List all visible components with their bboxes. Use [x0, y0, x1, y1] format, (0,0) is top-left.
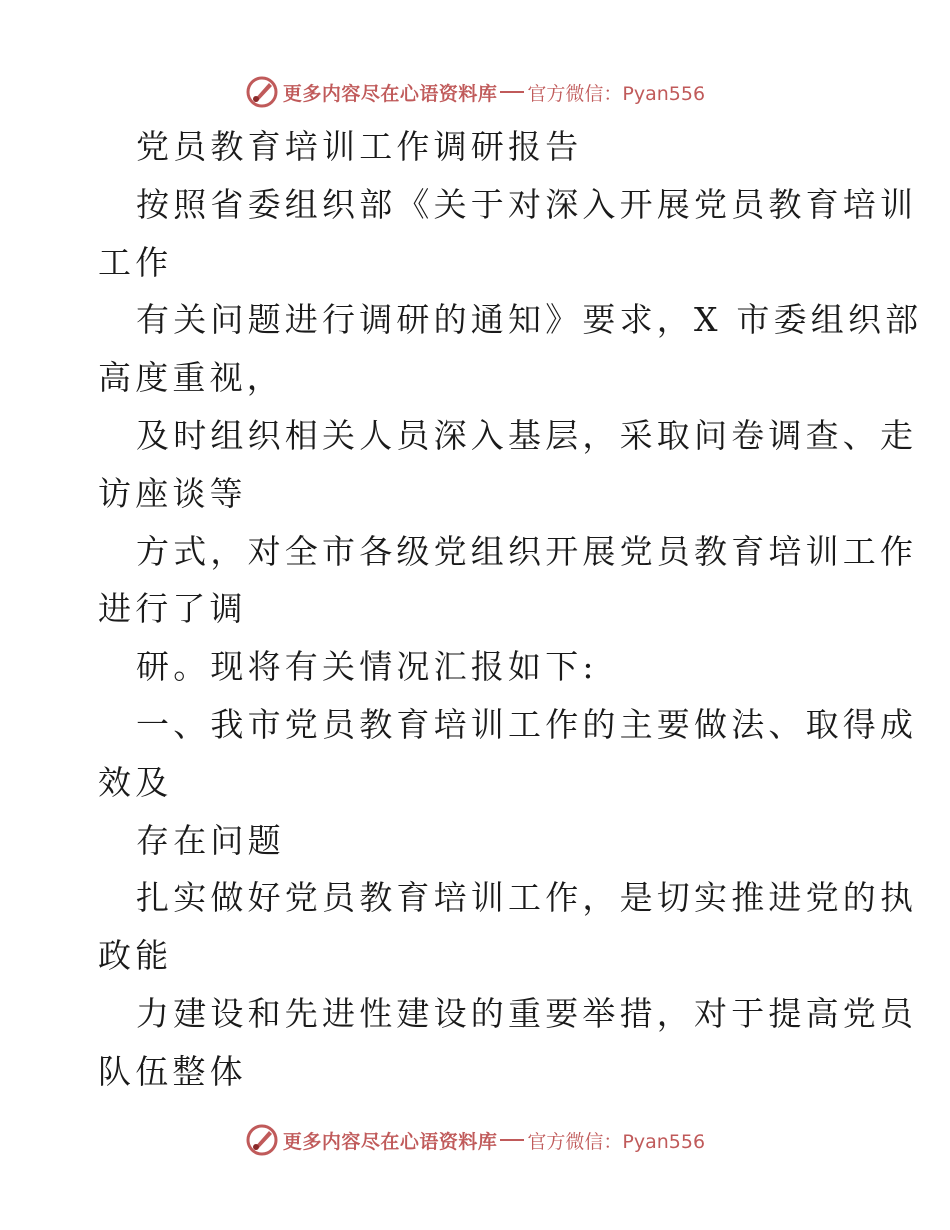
banner-brand-text: 更多内容尽在心语资料库: [282, 1130, 498, 1153]
banner-wechat-text: 官方微信：Pyan556: [527, 82, 706, 105]
paragraph-line: 方式，对全市各级党组织开展党员教育培训工作: [136, 531, 918, 571]
paragraph-line: 有关问题进行调研的通知》要求，X 市委组织部: [136, 300, 923, 340]
section-heading-line: 存在问题: [136, 820, 285, 860]
paragraph-line: 访座谈等: [98, 473, 247, 513]
paragraph-line: 高度重视，: [98, 358, 284, 398]
document-body: [98, 118, 923, 1101]
quill-logo-icon: [245, 1123, 279, 1157]
banner-dash: [500, 1139, 524, 1141]
section-heading-line: 一、我市党员教育培训工作的主要做法、取得成: [136, 704, 918, 744]
paragraph-line: 工作: [98, 242, 173, 282]
paragraph-line: 政能: [98, 936, 173, 976]
paragraph-line: 力建设和先进性建设的重要举措，对于提高党员: [136, 993, 918, 1033]
document-title: 党员教育培训工作调研报告: [136, 127, 583, 166]
footer-banner: [0, 1120, 950, 1160]
paragraph-line: 及时组织相关人员深入基层，采取问卷调查、走: [136, 415, 918, 455]
paragraph-line: 进行了调: [98, 589, 247, 629]
banner-dash: [500, 91, 524, 93]
quill-logo-icon: [245, 75, 279, 109]
paragraph-line: 研。现将有关情况汇报如下:: [136, 647, 598, 687]
banner-brand-text: 更多内容尽在心语资料库: [282, 82, 498, 105]
paragraph-line: 按照省委组织部《关于对深入开展党员教育培训: [136, 184, 918, 224]
paragraph-line: 扎实做好党员教育培训工作，是切实推进党的执: [136, 878, 918, 918]
paragraph-line: 队伍整体: [98, 1051, 247, 1091]
header-banner: [0, 72, 950, 112]
section-heading-line: 效及: [98, 762, 173, 802]
banner-wechat-text: 官方微信：Pyan556: [527, 1130, 706, 1153]
